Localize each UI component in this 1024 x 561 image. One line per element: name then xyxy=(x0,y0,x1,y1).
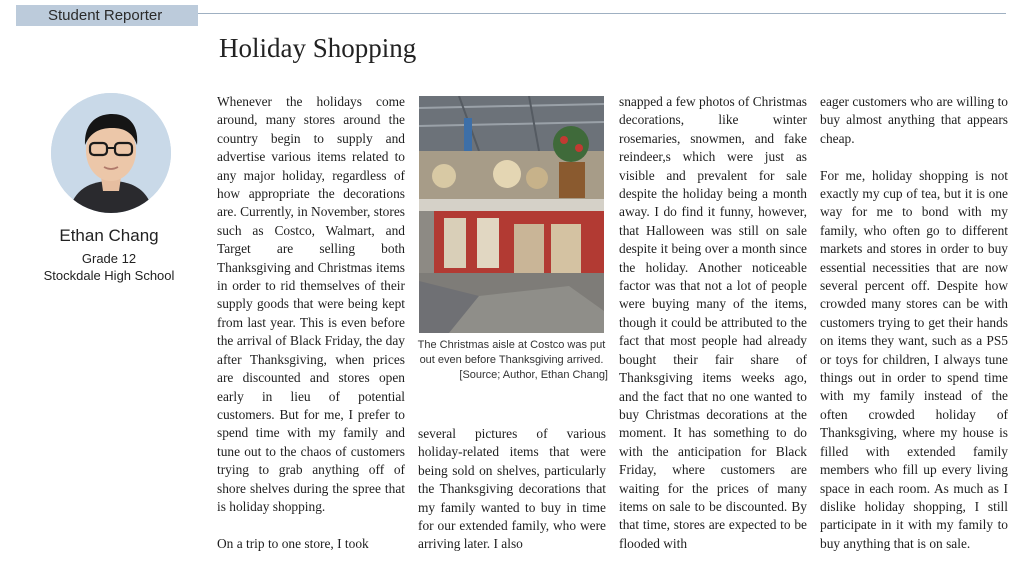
article-paragraph: On a trip to one store, I took xyxy=(217,535,369,551)
section-label: Student Reporter xyxy=(48,7,163,24)
author-avatar xyxy=(51,93,171,213)
article-paragraph: several pictures of various holiday-related items that were being sold on shelves, particularly the Thanksgiving decorations that my family wanted to buy in time for our extended family, who were arriving later. I also xyxy=(418,426,606,552)
article-paragraph: snapped a few photos of Christmas decorations, like winter rosemaries, snowmen, and fake reindeer,s which were just as visible and prevalent for sale despite the holiday being a month away. I do find it funny, however, that Halloween was still on sale despite it being over a month since the holiday. Another noticeable factor was that not a lot of people were buying many of the items, though it could be attributed to the fact that most people had already bought their fair share of Thanksgiving items weeks ago, and the fact that no one wanted to buy Christmas decorations at the moment. It has something to do with the anticipation for Black Friday, where customers are waiting for the prices of many items on sale to be discounted. By that time, stores are expected to be flooded with xyxy=(619,94,807,551)
article-paragraph: For me, holiday shopping is not exactly my cup of tea, but it is one way for me to bond with my family, who often go to different markets and stores in order to buy essential necessities that are now several percent off. Despite how crowded many stores can be with customers trying to get their hands on items they want, such as a PS5 or toys for children, I always tune things out in order to spend time with my family instead of the often crowded holiday of Thanksgiving, where my house is filled with extended family members who fill up every living space in each room. As much as I dislike holiday shopping, I still participate in it with my family to buy anything that is on sale. xyxy=(820,167,1008,551)
author-grade: Grade 12 xyxy=(81,251,137,266)
store-aisle-image xyxy=(419,96,604,333)
article-column-1 xyxy=(217,93,405,553)
author-school: Stockdale High School xyxy=(43,268,175,283)
article-photo xyxy=(419,96,604,333)
photo-caption-block xyxy=(415,338,608,383)
article-column-2 xyxy=(418,425,606,554)
article-column-3 xyxy=(619,93,807,553)
article-paragraph: eager customers who are willing to buy almost anything that appears cheap. xyxy=(820,94,1008,146)
portrait-illustration xyxy=(51,93,171,213)
author-name: Ethan Chang xyxy=(59,226,159,245)
photo-source: [Source; Author, Ethan Chang] xyxy=(459,369,608,381)
article-column-4 xyxy=(820,93,1008,553)
article-paragraph: Whenever the holidays come around, many stores around the country begin to supply and advertise various items related to any major holiday, regardless of how appropriate the decorations are. Currently, in November, stores such as Costco, Walmart, and Target are selling both Thanksgiving and Christmas items in order to rid themselves of their supply goods that were being kept from last year. This is even before the arrival of Black Friday, the day after Thanksgiving, when prices are discounted and stores open early in lieu of potential customers. But for me, I prefer to spend time with my family and tune out to the chaos of customers trying to grab anything off of shore shelves during the spree that is holiday shopping. xyxy=(217,94,405,514)
article-title: Holiday Shopping xyxy=(219,33,417,63)
photo-caption: The Christmas aisle at Costco was put out even before Thanksgiving arrived. xyxy=(417,339,606,366)
section-tab xyxy=(16,5,198,26)
header-rule xyxy=(198,13,1006,14)
